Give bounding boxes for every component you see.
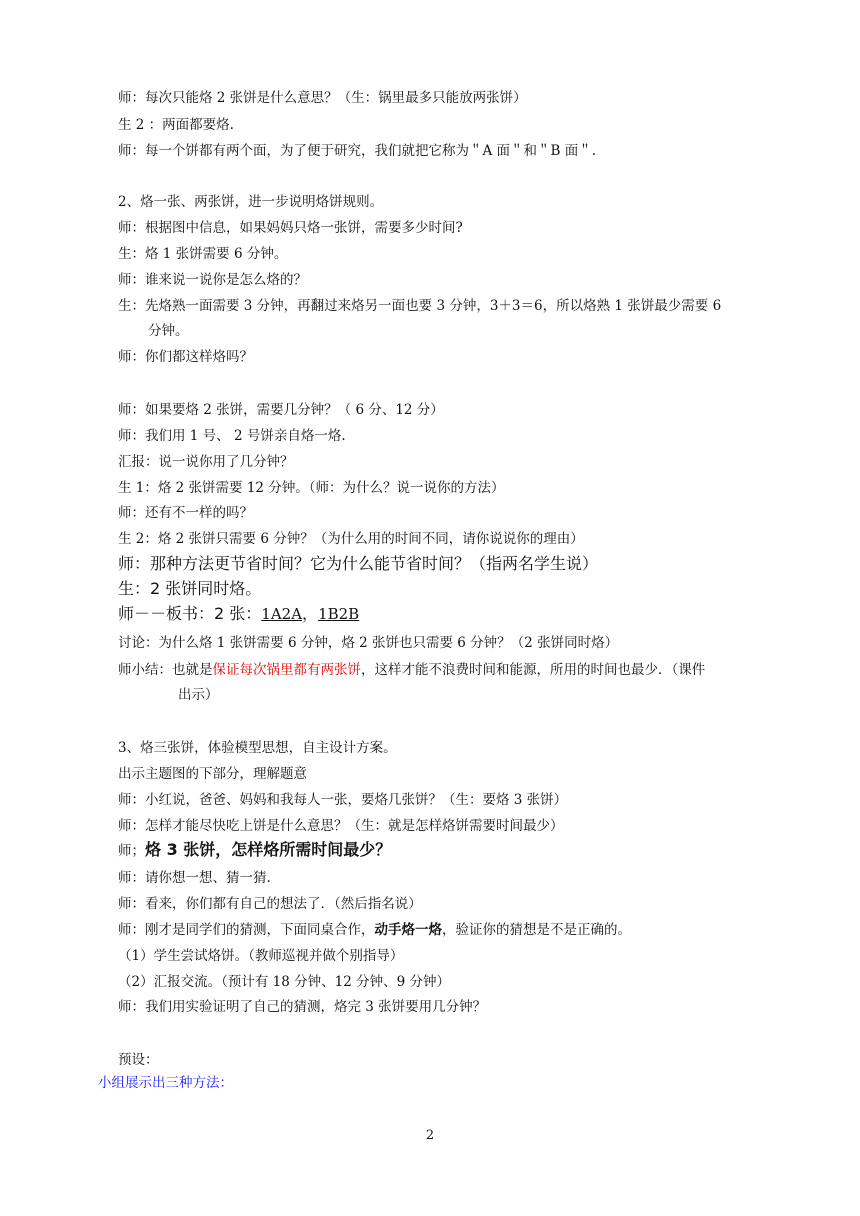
line-5: 师：根据图中信息，如果妈妈只烙一张饼，需要多少时间? — [118, 220, 463, 236]
board-1a2a: 1A2A — [261, 605, 303, 623]
line-13: 生 1：烙 2 张饼需要 12 分钟。（师：为什么？说一说你的方法） — [118, 480, 505, 496]
line-12: 汇报：说一说你用了几分钟？ — [118, 454, 294, 470]
line-31: 师：我们用实验证明了自己的猜测，烙完 3 张饼要用几分钟？ — [118, 999, 487, 1015]
line-30: （2）汇报交流。（预计有 18 分钟、12 分钟、9 分钟） — [118, 974, 450, 990]
section-2-heading: 2、烙一张、两张饼，进一步说明烙饼规则。 — [118, 194, 384, 210]
line-11: 师：我们用 1 号、 2 号饼亲自烙一烙. — [118, 428, 346, 444]
line-25-question: 烙 3 张饼，怎样烙所需时间最少？ — [145, 840, 392, 859]
line-27: 师：看来，你们都有自己的想法了．（然后指名说） — [118, 896, 422, 912]
summary-prefix: 师小结：也就是 — [118, 662, 213, 678]
line-9: 师：你们都这样烙吗？ — [118, 349, 253, 365]
board-sep: ， — [302, 604, 319, 623]
line-25-prefix: 师； — [118, 843, 145, 859]
section-3-heading: 3、烙三张饼，体验模型思想，自主设计方案。 — [118, 740, 397, 756]
line-15: 生 2：烙 2 张饼只需要 6 分钟？（为什么用的时间不同，请你说说你的理由） — [118, 531, 584, 547]
line-14: 师：还有不一样的吗？ — [118, 505, 253, 521]
line-18 — [118, 605, 359, 623]
line-20b: 出示） — [178, 687, 219, 703]
line-6: 生：烙 1 张饼需要 6 分钟。 — [118, 246, 288, 262]
line-7: 师：谁来说一说你是怎么烙的？ — [118, 272, 307, 288]
line-28-suffix: ，验证你的猜想是不是正确的。 — [442, 922, 631, 938]
line-1: 师：每次只能烙 2 张饼是什么意思？（生：锅里最多只能放两张饼） — [118, 90, 527, 106]
summary-suffix: ，这样才能不浪费时间和能源，所用的时间也最少．（课件 — [361, 662, 706, 678]
line-26: 师：请你想一想、猜一猜. — [118, 870, 271, 886]
preset-label: 预设： — [118, 1052, 159, 1068]
line-8a: 生：先烙熟一面需要 3 分钟，再翻过来烙另一面也要 3 分钟，3＋3＝6，所以烙熟 1 张饼最少需要 6 — [118, 298, 722, 314]
summary-highlight: 保证每次锅里都有两张饼 — [212, 662, 361, 678]
line-24: 师：怎样才能尽快吃上饼是什么意思？（生：就是怎样烙饼需要时间最少） — [118, 818, 564, 834]
line-16: 师：那种方法更节省时间？它为什么能节省时间？（指两名学生说） — [118, 554, 599, 573]
line-3: 师：每一个饼都有两个面，为了便于研究，我们就把它称为＂A 面＂和＂B 面＂. — [118, 143, 597, 159]
line-28-prefix: 师：刚才是同学们的猜测，下面同桌合作， — [118, 922, 375, 938]
line-2: 生 2 ：两面都要烙. — [118, 117, 234, 133]
line-10: 师：如果要烙 2 张饼，需要几分钟？（ 6 分、12 分） — [118, 402, 444, 418]
line-25 — [118, 841, 391, 860]
line-20 — [118, 661, 705, 679]
line-28-bold: 动手烙一烙 — [374, 922, 442, 938]
page-number: 2 — [425, 1128, 435, 1143]
line-29: （1）学生尝试烙饼。（教师巡视并做个别指导） — [118, 948, 404, 964]
line-22: 出示主题图的下部分，理解题意 — [118, 766, 307, 782]
line-28 — [118, 921, 631, 939]
group-methods-line: 小组展示出三种方法： — [98, 1075, 233, 1091]
board-1b2b: 1B2B — [318, 605, 360, 623]
line-8b: 分钟。 — [148, 323, 189, 339]
line-19: 讨论：为什么烙 1 张饼需要 6 分钟，烙 2 张饼也只需要 6 分钟？（2 张饼同时烙） — [118, 635, 619, 651]
line-23: 师：小红说，爸爸、妈妈和我每人一张，要烙几张饼？（生：要烙 3 张饼） — [118, 792, 568, 808]
board-label: 师－－板书：2 张： — [118, 604, 262, 623]
line-17: 生：2 张饼同时烙。 — [118, 579, 262, 598]
